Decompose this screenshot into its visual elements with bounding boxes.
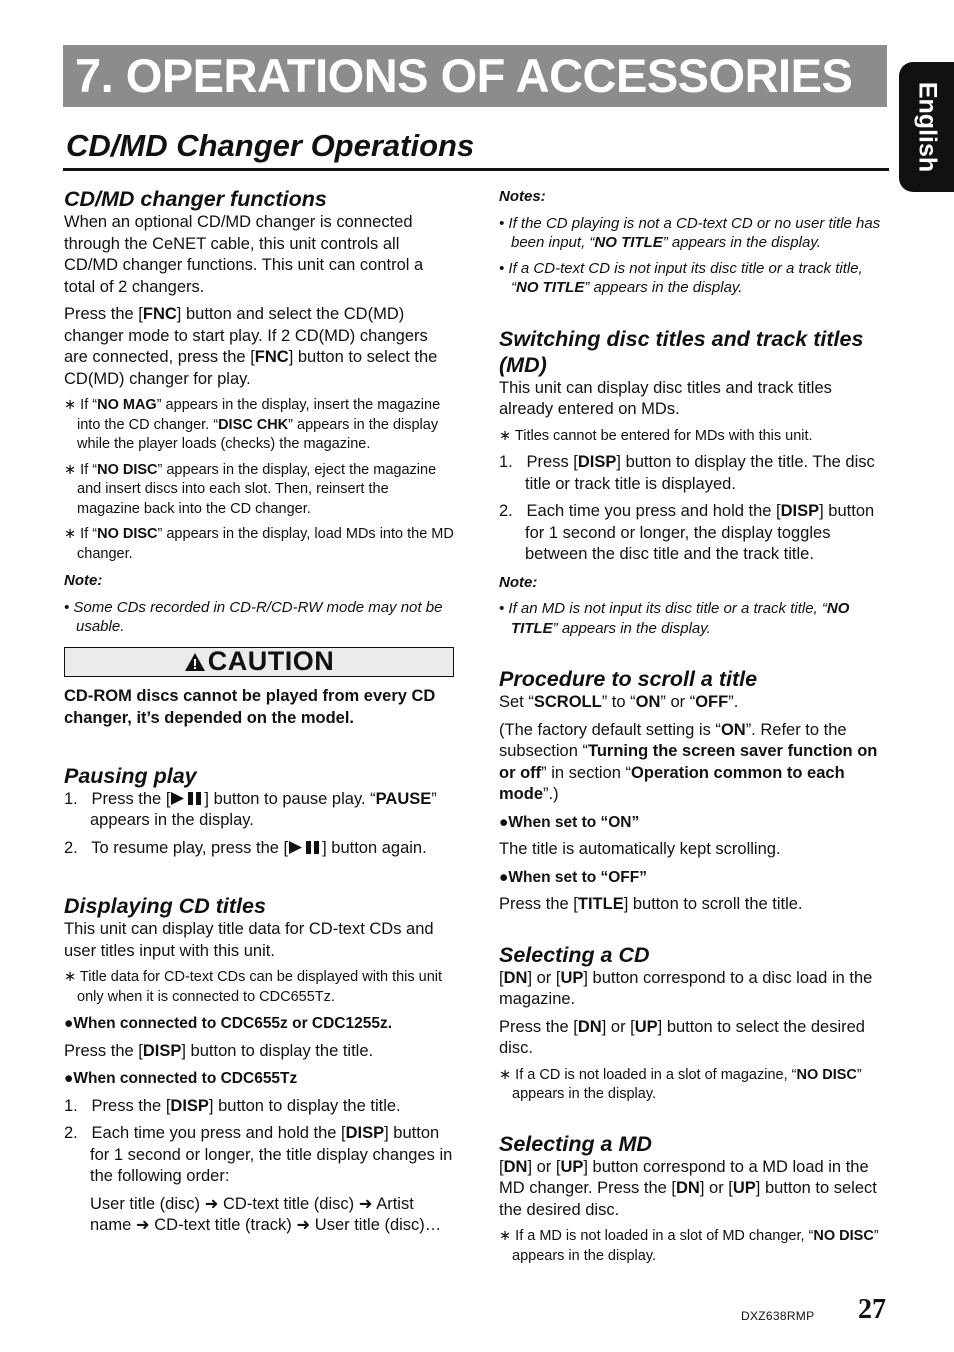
functions-note-item: • Some CDs recorded in CD-R/CD-RW mode may not be usable. [64,598,443,635]
select-md-footnote: ∗ If a MD is not loaded in a slot of MD changer, “NO DISC” appears in the display. [499,1228,879,1264]
language-tab [899,62,954,192]
right-column [499,186,889,1272]
functions-heading: CD/MD changer functions [64,187,327,211]
switching-heading: Switching disc titles and track titles (MD) [499,326,864,377]
functions-paragraph-1: When an optional CD/MD changer is connected through the CeNET cable, this unit controls all CD/MD changer functions. This unit can control a total of 2 changers. [64,213,424,296]
pausing-heading: Pausing play [64,763,197,788]
switching-note-item: • If an MD is not input its disc title or a track title, “NO TITLE” appears in the display. [499,600,850,637]
scroll-off-text: Press the [TITLE] button to scroll the title. [499,895,803,913]
model-code: DXZ638RMP [741,1309,815,1323]
cd-titles-condition-2: ●When connected to CDC655Tz [64,1070,298,1087]
select-cd-paragraph-1: [DN] or [UP] button correspond to a disc load in the magazine. [499,968,873,1008]
notes-item-1: • If the CD playing is not a CD-text CD or no user title has been input, “NO TITLE” appears in the display. [499,214,881,251]
caution-text: CD-ROM discs cannot be played from every CD changer, it’s depended on the model. [64,686,436,727]
cd-titles-heading: Displaying CD titles [64,894,266,918]
switching-step-2: 2. Each time you press and hold the [DISP] button for 1 second or longer, the display toggles between the disc title and the track title. [499,502,875,563]
select-md-paragraph: [DN] or [UP] button correspond to a MD load in the MD changer. Press the [DN] or [UP] button to select the desired disc. [499,1157,877,1219]
scroll-on-text: The title is automatically kept scrolling. [499,840,781,858]
functions-footnote-no-disc-md: ∗ If “NO DISC” appears in the display, load MDs into the MD changer. [64,526,454,562]
cd-titles-footnote: ∗ Title data for CD-text CDs can be displayed with this unit only when it is connected to CDC655Tz. [64,969,443,1005]
pausing-step-2: 2. To resume play, press the [ ] button again. [64,838,427,857]
functions-paragraph-2: Press the [FNC] button and select the CD(MD) changer mode to start play. If 2 CD(MD) changers are connected, press the [FNC] button to select the CD(MD) changer for play. [64,305,438,388]
cd-titles-step-1: 1. Press the [DISP] button to display the title. [64,1096,401,1115]
section-divider [63,168,889,171]
cd-titles-condition-1: ●When connected to CDC655z or CDC1255z. [64,1015,393,1032]
warning-triangle-icon [184,652,206,672]
switching-note-label: Note: [499,573,538,591]
switching-step-1: 1. Press [DISP] button to display the title. The disc title or track title is displayed. [499,453,875,493]
scroll-condition-off: ●When set to “OFF” [499,868,647,886]
play-pause-icon [170,791,204,806]
chapter-header-bar [63,45,887,107]
notes-item-2: • If a CD-text CD is not input its disc title or a track title, “NO TITLE” appears in the display. [499,259,863,296]
chapter-title: 7. OPERATIONS OF ACCESSORIES [75,49,853,102]
select-cd-paragraph-2: Press the [DN] or [UP] button to select the desired disc. [499,1017,865,1057]
functions-note-label: Note: [64,572,103,589]
select-cd-footnote: ∗ If a CD is not loaded in a slot of magazine, “NO DISC” appears in the display. [499,1066,862,1102]
pausing-step-1: 1. Press the [ ] button to pause play. “PAUSE” appears in the display. [64,789,437,829]
cd-titles-display-order: User title (disc) ➜ CD-text title (disc) ➜ Artist name ➜ CD-text title (track) ➜ User title (disc)… [90,1194,442,1234]
scroll-setting: Set “SCROLL” to “ON” or “OFF”. [499,693,739,711]
cd-titles-paragraph: This unit can display title data for CD-text CDs and user titles input with this unit. [64,920,434,960]
cd-titles-press-disp: Press the [DISP] button to display the title. [64,1041,374,1060]
scroll-condition-on: ●When set to “ON” [499,813,640,831]
section-title: CD/MD Changer Operations [66,128,475,163]
scroll-default-note: (The factory default setting is “ON”. Refer to the subsection “Turning the screen saver function on or off” in section “Operation common to each mode”.) [499,720,878,803]
switching-footnote: ∗ Titles cannot be entered for MDs with this unit. [499,427,813,444]
cd-titles-step-2: 2. Each time you press and hold the [DISP] button for 1 second or longer, the title display changes in the following order: [64,1124,453,1185]
notes-label: Notes: [499,188,546,205]
play-pause-icon [288,840,322,855]
caution-label: CAUTION [207,645,335,676]
select-cd-heading: Selecting a CD [499,942,650,967]
scroll-heading: Procedure to scroll a title [499,667,758,691]
left-column [64,186,454,1243]
select-md-heading: Selecting a MD [499,1131,652,1156]
switching-paragraph: This unit can display disc titles and track titles already entered on MDs. [499,378,832,418]
page-number: 27 [858,1294,886,1325]
caution-box [64,647,454,677]
functions-footnote-no-disc-cd: ∗ If “NO DISC” appears in the display, eject the magazine and insert discs into each slot. Then, reinsert the magazine back into the CD changer. [64,461,437,517]
functions-footnote-no-mag: ∗ If “NO MAG” appears in the display, insert the magazine into the CD changer. “DISC CHK” appears in the display while the player loads (checks) the magazine. [64,397,441,452]
language-tab-label: English [913,81,941,173]
